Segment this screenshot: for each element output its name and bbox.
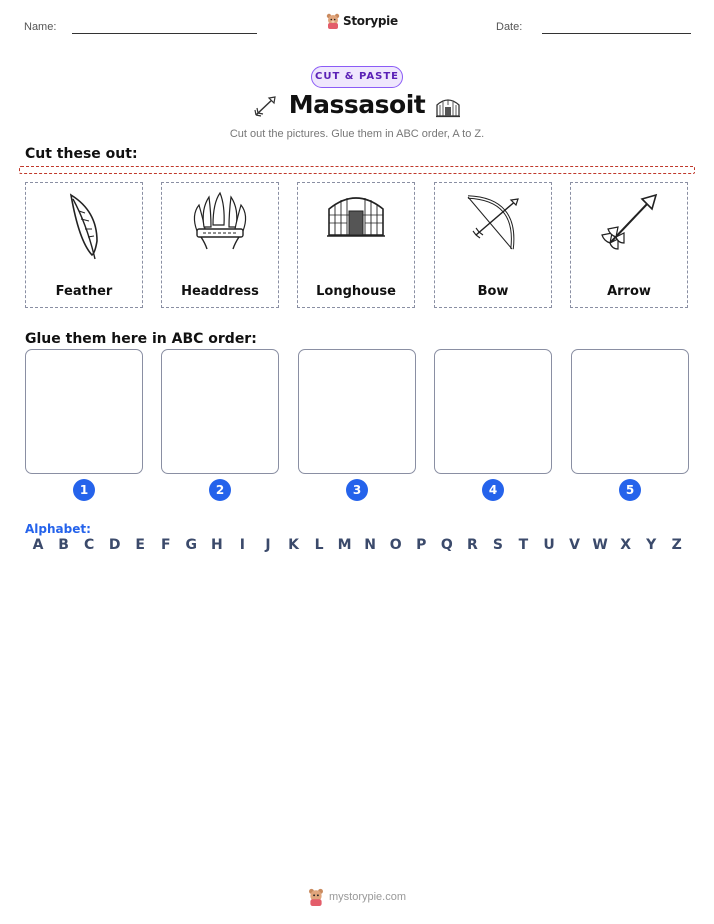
glue-box-3[interactable] xyxy=(298,349,416,474)
storypie-bear-icon xyxy=(308,888,324,906)
alphabet-letter: O xyxy=(389,537,402,553)
footer-url: mystorypie.com xyxy=(329,891,407,903)
alphabet-letter: P xyxy=(416,537,427,553)
alphabet-letter: E xyxy=(135,537,145,553)
alphabet-letter: K xyxy=(288,537,299,553)
date-line[interactable] xyxy=(542,33,691,34)
name-label: Name: xyxy=(24,21,57,33)
longhouse-icon xyxy=(325,191,387,243)
cut-section-heading: Cut these out: xyxy=(25,146,138,162)
alphabet-letter: C xyxy=(83,537,95,553)
alphabet-letter: T xyxy=(518,537,529,553)
glue-box-1[interactable] xyxy=(25,349,143,474)
longhouse-icon xyxy=(435,96,461,118)
brand-name: Storypie xyxy=(343,14,398,28)
alphabet-letter: B xyxy=(58,537,69,553)
alphabet-letter: Q xyxy=(440,537,453,553)
cut-card-bow[interactable] xyxy=(434,182,552,308)
alphabet-heading: Alphabet: xyxy=(25,522,91,536)
cut-card-headdress[interactable] xyxy=(161,182,279,308)
alphabet-letter: Y xyxy=(646,537,657,553)
headdress-icon xyxy=(189,191,251,253)
cut-card-label: Bow xyxy=(477,284,509,299)
glue-box-5[interactable] xyxy=(571,349,689,474)
cut-card-longhouse[interactable] xyxy=(297,182,415,308)
cut-card-label: Arrow xyxy=(607,284,651,299)
alphabet-letter: W xyxy=(592,537,608,553)
glue-box-2[interactable] xyxy=(161,349,279,474)
storypie-bear-icon xyxy=(326,13,340,29)
date-label: Date: xyxy=(496,21,523,33)
alphabet-letter: D xyxy=(108,537,121,553)
alphabet-letter: I xyxy=(239,537,245,553)
instructions: Cut out the pictures. Glue them in ABC order, A to Z. xyxy=(229,128,485,140)
cut-card-feather[interactable] xyxy=(25,182,143,308)
alphabet-letter: J xyxy=(265,537,271,553)
alphabet-letter: G xyxy=(185,537,198,553)
cut-line xyxy=(19,166,695,174)
cut-paste-badge: CUT & PASTE xyxy=(311,66,403,88)
number-badge-1: 1 xyxy=(73,479,95,501)
alphabet-letter: F xyxy=(160,537,171,553)
number-badge-3: 3 xyxy=(346,479,368,501)
bow-icon xyxy=(462,191,524,257)
alphabet-letter: X xyxy=(620,537,632,553)
alphabet-letter: V xyxy=(569,537,580,553)
alphabet-letter: R xyxy=(466,537,478,553)
brand-logo xyxy=(326,13,398,29)
page-title: Massasoit xyxy=(288,90,426,119)
cut-card-label: Longhouse xyxy=(316,284,396,299)
alphabet-letter: A xyxy=(32,537,44,553)
cut-card-label: Feather xyxy=(55,284,113,299)
alphabet-letter: N xyxy=(364,537,376,553)
footer xyxy=(308,888,406,906)
alphabet-letter: S xyxy=(492,537,503,553)
name-line[interactable] xyxy=(72,33,257,34)
feather-icon xyxy=(59,191,109,261)
glue-section-heading: Glue them here in ABC order: xyxy=(25,331,257,347)
number-badge-5: 5 xyxy=(619,479,641,501)
alphabet-letter: U xyxy=(543,537,555,553)
number-badge-4: 4 xyxy=(482,479,504,501)
alphabet-letter: H xyxy=(210,537,223,553)
alphabet-letter: L xyxy=(314,537,324,553)
alphabet-letter: M xyxy=(337,537,352,553)
alphabet-letter: Z xyxy=(671,537,682,553)
glue-box-4[interactable] xyxy=(434,349,552,474)
cut-card-label: Headdress xyxy=(181,284,259,299)
cut-card-arrow[interactable] xyxy=(570,182,688,308)
number-badge-2: 2 xyxy=(209,479,231,501)
arrow-icon xyxy=(598,191,660,253)
